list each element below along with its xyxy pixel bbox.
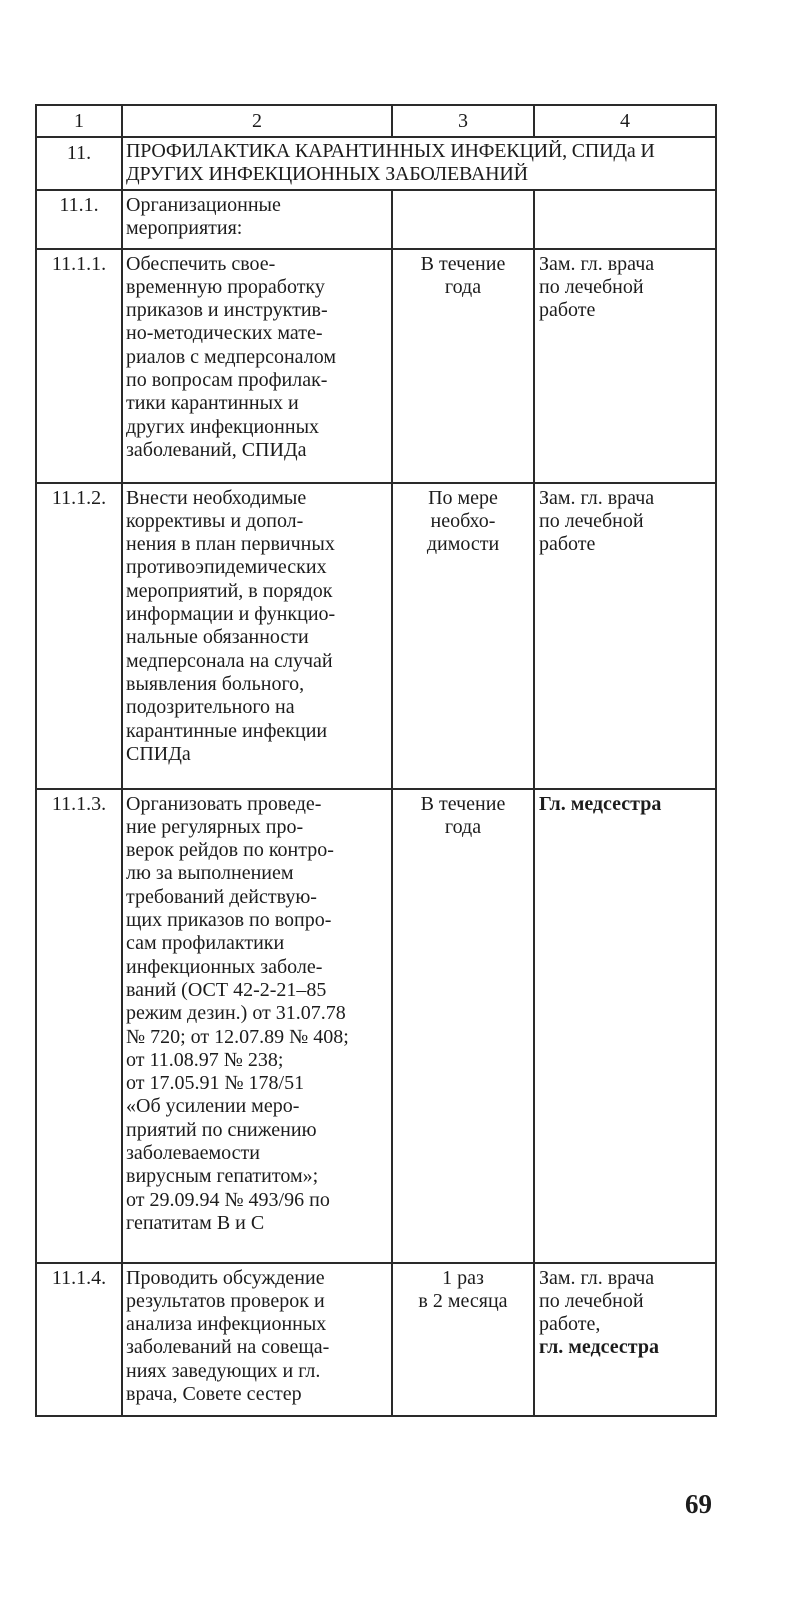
row-text: Обеспечить свое- временную проработку приказов и инструктив- но-методических мате- риалов с медперсоналом по вопросам профилак- тики карантинных и других инфекционных заболеваний, СПИДа	[122, 249, 392, 483]
table-row	[36, 249, 716, 483]
header-col-1: 1	[36, 105, 122, 137]
subsection-responsible	[534, 190, 716, 249]
subsection-term	[392, 190, 534, 249]
row-text: Проводить обсуждение результатов проверок и анализа инфекционных заболеваний на совеща- ниях заведующих и гл. врача, Совете сестер	[122, 1263, 392, 1416]
section-title: ПРОФИЛАКТИКА КАРАНТИННЫХ ИНФЕКЦИЙ, СПИДа И ДРУГИХ ИНФЕКЦИОННЫХ ЗАБОЛЕВАНИЙ	[122, 137, 716, 190]
table-row	[36, 1263, 716, 1416]
section-number: 11.	[36, 137, 122, 190]
row-number: 11.1.2.	[36, 483, 122, 789]
row-text: Внести необходимые коррективы и допол- нения в план первичных противоэпидемических мероприятий, в порядок информации и функцио- нальные обязанности медперсонала на случай выявления больного, подозрительного на карантинные инфекции СПИДа	[122, 483, 392, 789]
page-number: 69	[685, 1489, 712, 1519]
row-responsible-bold: гл. медсестра	[539, 1336, 659, 1359]
table-row	[36, 789, 716, 1263]
subsection-title: Организационные мероприятия:	[122, 190, 392, 249]
header-row	[36, 105, 716, 137]
section-row	[36, 137, 716, 190]
row-responsible: Зам. гл. врача по лечебной работе, гл. медсестра	[534, 1263, 716, 1416]
row-responsible: Зам. гл. врача по лечебной работе	[534, 483, 716, 789]
row-responsible-bold: Гл. медсестра	[539, 792, 662, 815]
row-text: Организовать проведе- ние регулярных про- верок рейдов по контро- лю за выполнением требований действую- щих приказов по вопро- сам профилактики инфекционных заболе- ваний (ОСТ 42-2-21–85 режим дезин.) от 31.07.78 № 720; от 12.07.89 № 408; от 11.08.97 № 238; от 17.05.91 № 178/51 «Об усилении меро- приятий по снижению заболеваемости вирусным гепатитом»; от 29.09.94 № 493/96 по гепатитам В и С	[122, 789, 392, 1263]
subsection-number: 11.1.	[36, 190, 122, 249]
row-term: По мере необхо- димости	[392, 483, 534, 789]
plan-table	[35, 104, 717, 1417]
row-number: 11.1.3.	[36, 789, 122, 1263]
header-col-2: 2	[122, 105, 392, 137]
row-term: В течение года	[392, 249, 534, 483]
header-col-4: 4	[534, 105, 716, 137]
row-term: 1 раз в 2 месяца	[392, 1263, 534, 1416]
row-number: 11.1.4.	[36, 1263, 122, 1416]
row-number: 11.1.1.	[36, 249, 122, 483]
table-row	[36, 483, 716, 789]
subsection-row	[36, 190, 716, 249]
row-responsible: Зам. гл. врача по лечебной работе	[534, 249, 716, 483]
row-term: В течение года	[392, 789, 534, 1263]
row-responsible	[534, 789, 716, 1263]
header-col-3: 3	[392, 105, 534, 137]
